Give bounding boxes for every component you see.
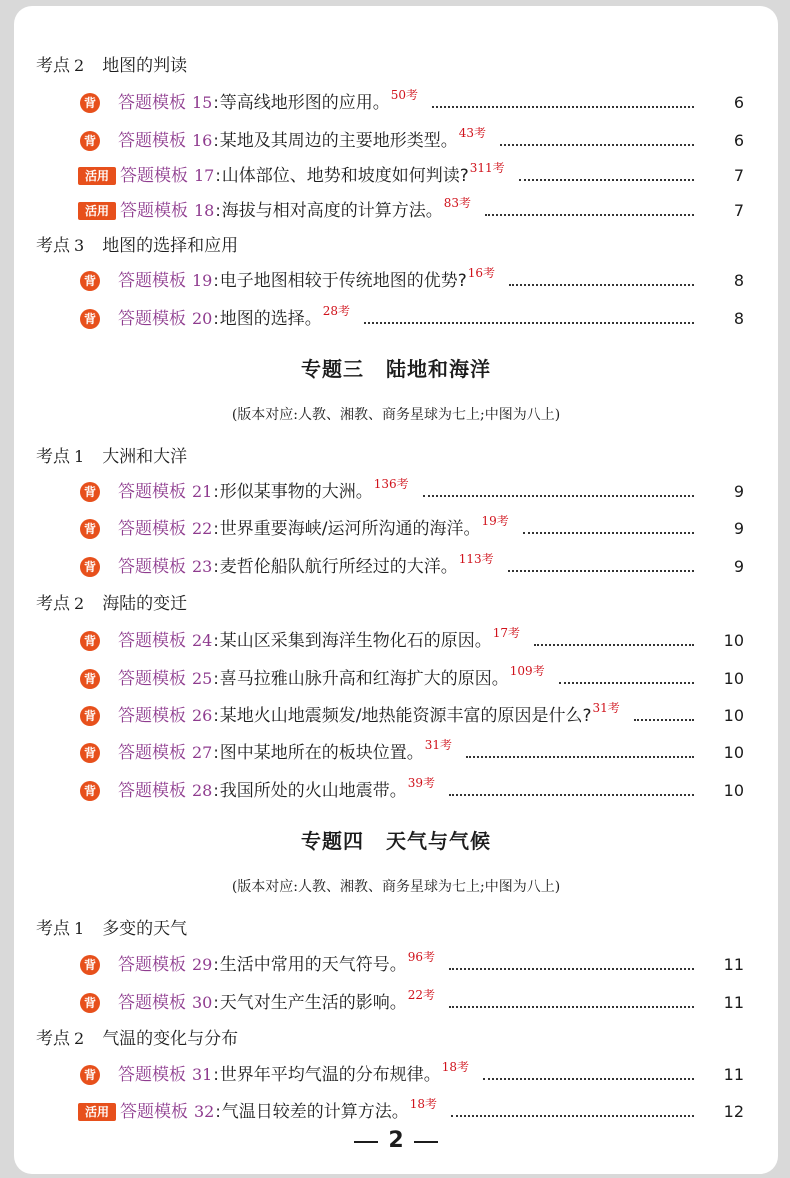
template-label: 答题模板 — [118, 1065, 186, 1085]
page-ref: 9 — [733, 519, 744, 538]
huoyong-badge-icon: 活用 — [78, 202, 116, 220]
dot-leader — [364, 320, 694, 324]
template-label: 答题模板 — [118, 706, 186, 726]
dot-leader — [449, 1004, 694, 1008]
page-ref: 10 — [723, 743, 744, 762]
exam-count: 109考 — [509, 664, 545, 678]
template-number: 28 — [192, 781, 213, 800]
entry-body — [118, 474, 698, 510]
dot-leader — [508, 568, 694, 572]
toc-entry[interactable] — [14, 1057, 778, 1093]
kaodian-number: 1 — [74, 919, 85, 938]
page-footer — [14, 1128, 778, 1153]
huoyong-badge-icon: 活用 — [78, 167, 116, 185]
toc-entry[interactable] — [14, 623, 778, 659]
dot-leader — [500, 142, 694, 146]
template-label: 答题模板 — [118, 271, 186, 291]
template-number: 27 — [192, 743, 213, 762]
toc-entry[interactable] — [14, 985, 778, 1021]
template-label: 答题模板 — [118, 93, 186, 113]
entry-body — [118, 549, 698, 585]
template-number: 18 — [194, 201, 215, 220]
toc-entry[interactable] — [14, 85, 778, 121]
kaodian-heading — [36, 48, 736, 84]
template-number: 22 — [192, 519, 213, 538]
entry-description: 喜马拉雅山脉升高和红海扩大的原因。 — [219, 669, 509, 689]
toc-entry[interactable] — [14, 773, 778, 809]
page-ref: 12 — [723, 1102, 744, 1121]
colon: : — [213, 131, 219, 150]
toc-entry[interactable] — [14, 735, 778, 771]
dot-leader — [451, 1113, 694, 1117]
kaodian-label: 考点 — [36, 1029, 70, 1049]
kaodian-label: 考点 — [36, 236, 70, 256]
exam-count: 18考 — [441, 1060, 470, 1074]
toc-entry[interactable] — [14, 549, 778, 585]
dot-leader — [432, 104, 694, 108]
toc-entry[interactable] — [14, 123, 778, 159]
entry-description: 山体部位、地势和坡度如何判读? — [221, 166, 469, 186]
bei-badge-icon: 背 — [80, 781, 100, 801]
template-label: 答题模板 — [118, 309, 186, 329]
template-label: 答题模板 — [118, 557, 186, 577]
exam-count: 22考 — [407, 988, 436, 1002]
bei-badge-icon: 背 — [80, 309, 100, 329]
topic-heading — [14, 353, 778, 382]
page-ref: 6 — [733, 93, 744, 112]
entry-body — [118, 85, 698, 121]
kaodian-title: 海陆的变迁 — [102, 594, 188, 614]
kaodian-heading — [36, 228, 736, 264]
colon: : — [213, 993, 219, 1012]
template-label: 答题模板 — [118, 482, 186, 502]
template-number: 17 — [194, 166, 215, 185]
entry-description: 等高线地形图的应用。 — [219, 93, 390, 113]
exam-count: 113考 — [458, 552, 494, 566]
page-ref: 9 — [733, 557, 744, 576]
toc-entry[interactable] — [14, 947, 778, 983]
template-label: 答题模板 — [118, 669, 186, 689]
dot-leader — [485, 212, 694, 216]
kaodian-title: 地图的选择和应用 — [102, 236, 239, 256]
toc-entry[interactable] — [14, 661, 778, 697]
exam-count: 28考 — [322, 304, 351, 318]
page-ref: 10 — [723, 706, 744, 725]
kaodian-title: 大洲和大洋 — [102, 447, 188, 467]
colon: : — [213, 955, 219, 974]
exam-count: 43考 — [458, 126, 487, 140]
entry-body — [118, 511, 698, 547]
topic-number: 专题三 — [301, 357, 364, 381]
entry-description: 电子地图相较于传统地图的优势? — [219, 271, 467, 291]
page-ref: 11 — [723, 1065, 744, 1084]
entry-description: 气温日较差的计算方法。 — [221, 1102, 409, 1122]
dot-leader — [483, 1076, 694, 1080]
template-number: 24 — [192, 631, 213, 650]
entry-body — [118, 773, 698, 809]
page-ref: 6 — [733, 131, 744, 150]
topic-heading — [14, 825, 778, 854]
entry-description: 世界重要海峡/运河所沟通的海洋。 — [219, 519, 481, 539]
entry-description: 图中某地所在的板块位置。 — [219, 743, 424, 763]
entry-description: 形似某事物的大洲。 — [219, 482, 373, 502]
toc-page — [14, 6, 778, 1174]
entry-description: 天气对生产生活的影响。 — [219, 993, 407, 1013]
bei-badge-icon: 背 — [80, 482, 100, 502]
page-ref: 10 — [723, 631, 744, 650]
page-ref: 10 — [723, 781, 744, 800]
entry-description: 某山区采集到海洋生物化石的原因。 — [219, 631, 492, 651]
colon: : — [213, 271, 219, 290]
template-label: 答题模板 — [118, 955, 186, 975]
kaodian-heading — [36, 1021, 736, 1057]
toc-entry[interactable] — [14, 474, 778, 510]
kaodian-number: 2 — [74, 1029, 85, 1048]
exam-count: 18考 — [409, 1097, 438, 1111]
exam-count: 31考 — [424, 738, 453, 752]
kaodian-heading — [36, 911, 736, 947]
footer-dash-right — [414, 1141, 438, 1143]
footer-dash-left — [354, 1141, 378, 1143]
bei-badge-icon: 背 — [80, 993, 100, 1013]
huoyong-badge-icon: 活用 — [78, 1103, 116, 1121]
bei-badge-icon: 背 — [80, 955, 100, 975]
toc-entry[interactable] — [14, 698, 778, 734]
template-number: 15 — [192, 93, 213, 112]
entry-body — [118, 123, 698, 159]
bei-badge-icon: 背 — [80, 743, 100, 763]
colon: : — [213, 706, 219, 725]
template-number: 21 — [192, 482, 213, 501]
kaodian-number: 2 — [74, 56, 85, 75]
exam-count: 19考 — [481, 514, 509, 528]
page-ref: 11 — [723, 993, 744, 1012]
edition-note: (版本对应:人教、湘教、商务星球为七上;中图为八上) — [231, 879, 561, 895]
page-ref: 7 — [733, 166, 744, 185]
exam-count: 83考 — [443, 196, 472, 210]
entry-body — [118, 263, 698, 299]
colon: : — [213, 631, 219, 650]
entry-description: 世界年平均气温的分布规律。 — [219, 1065, 441, 1085]
entry-body — [120, 158, 698, 194]
page-ref: 11 — [723, 955, 744, 974]
entry-body — [120, 193, 698, 229]
toc-entry[interactable] — [14, 1094, 778, 1130]
dot-leader — [449, 792, 694, 796]
colon: : — [213, 781, 219, 800]
kaodian-number: 1 — [74, 447, 85, 466]
colon: : — [215, 201, 221, 220]
dot-leader — [449, 966, 694, 970]
dot-leader — [534, 642, 694, 646]
template-number: 29 — [192, 955, 213, 974]
template-number: 23 — [192, 557, 213, 576]
exam-count: 311考 — [469, 161, 505, 175]
dot-leader — [423, 493, 694, 497]
template-label: 答题模板 — [120, 166, 188, 186]
toc-entry[interactable] — [14, 301, 778, 337]
kaodian-label: 考点 — [36, 447, 70, 467]
colon: : — [215, 166, 221, 185]
entry-description: 麦哲伦船队航行所经过的大洋。 — [219, 557, 458, 577]
bei-badge-icon: 背 — [80, 669, 100, 689]
kaodian-title: 地图的判读 — [102, 56, 188, 76]
bei-badge-icon: 背 — [80, 271, 100, 291]
colon: : — [213, 93, 219, 112]
entry-body — [118, 985, 698, 1021]
kaodian-number: 3 — [74, 236, 85, 255]
entry-description: 某地及其周边的主要地形类型。 — [219, 131, 458, 151]
template-label: 答题模板 — [118, 519, 186, 539]
topic-title: 天气与气候 — [386, 829, 491, 853]
colon: : — [213, 519, 219, 538]
exam-count: 96考 — [407, 950, 436, 964]
template-number: 30 — [192, 993, 213, 1012]
template-label: 答题模板 — [120, 201, 188, 221]
template-number: 20 — [192, 309, 213, 328]
entry-body — [118, 623, 698, 659]
page-ref: 9 — [733, 482, 744, 501]
colon: : — [213, 743, 219, 762]
topic-title: 陆地和海洋 — [386, 357, 491, 381]
page-ref: 8 — [733, 271, 744, 290]
entry-description: 海拔与相对高度的计算方法。 — [221, 201, 443, 221]
bei-badge-icon: 背 — [80, 631, 100, 651]
entry-description: 生活中常用的天气符号。 — [219, 955, 407, 975]
colon: : — [213, 1065, 219, 1084]
bei-badge-icon: 背 — [80, 131, 100, 151]
dot-leader — [559, 680, 694, 684]
kaodian-title: 多变的天气 — [102, 919, 188, 939]
page-number: 2 — [388, 1128, 404, 1153]
dot-leader — [523, 530, 694, 534]
bei-badge-icon: 背 — [80, 557, 100, 577]
exam-count: 50考 — [390, 88, 419, 102]
kaodian-label: 考点 — [36, 594, 70, 614]
page-ref: 7 — [733, 201, 744, 220]
template-label: 答题模板 — [118, 781, 186, 801]
colon: : — [213, 482, 219, 501]
dot-leader — [466, 754, 694, 758]
page-ref: 10 — [723, 669, 744, 688]
kaodian-heading — [36, 586, 736, 622]
toc-entry[interactable] — [14, 158, 778, 194]
entry-body — [120, 1094, 698, 1130]
entry-body — [118, 301, 698, 337]
exam-count: 16考 — [467, 266, 496, 280]
template-number: 16 — [192, 131, 213, 150]
entry-description: 地图的选择。 — [219, 309, 322, 329]
exam-count: 31考 — [592, 701, 620, 715]
toc-entry[interactable] — [14, 263, 778, 299]
template-number: 31 — [192, 1065, 213, 1084]
exam-count: 17考 — [492, 626, 521, 640]
kaodian-label: 考点 — [36, 56, 70, 76]
entry-description: 我国所处的火山地震带。 — [219, 781, 407, 801]
template-label: 答题模板 — [118, 131, 186, 151]
colon: : — [213, 669, 219, 688]
template-number: 32 — [194, 1102, 215, 1121]
bei-badge-icon: 背 — [80, 706, 100, 726]
bei-badge-icon: 背 — [80, 1065, 100, 1085]
entry-body — [118, 1057, 698, 1093]
entry-body — [118, 698, 698, 734]
colon: : — [215, 1102, 221, 1121]
dot-leader — [509, 282, 694, 286]
bei-badge-icon: 背 — [80, 93, 100, 113]
kaodian-label: 考点 — [36, 919, 70, 939]
kaodian-number: 2 — [74, 594, 85, 613]
template-label: 答题模板 — [118, 743, 186, 763]
entry-description: 某地火山地震频发/地热能资源丰富的原因是什么? — [219, 706, 592, 726]
template-label: 答题模板 — [118, 631, 186, 651]
exam-count: 136考 — [373, 477, 409, 491]
colon: : — [213, 309, 219, 328]
dot-leader — [519, 177, 694, 181]
template-number: 26 — [192, 706, 213, 725]
template-label: 答题模板 — [118, 993, 186, 1013]
edition-note: (版本对应:人教、湘教、商务星球为七上;中图为八上) — [231, 407, 561, 423]
kaodian-title: 气温的变化与分布 — [102, 1029, 239, 1049]
topic-number: 专题四 — [301, 829, 364, 853]
template-number: 25 — [192, 669, 213, 688]
toc-entry[interactable] — [14, 193, 778, 229]
bei-badge-icon: 背 — [80, 519, 100, 539]
page-ref: 8 — [733, 309, 744, 328]
toc-entry[interactable] — [14, 511, 778, 547]
exam-count: 39考 — [407, 776, 436, 790]
template-label: 答题模板 — [120, 1102, 188, 1122]
colon: : — [213, 557, 219, 576]
dot-leader — [634, 717, 694, 721]
template-number: 19 — [192, 271, 213, 290]
